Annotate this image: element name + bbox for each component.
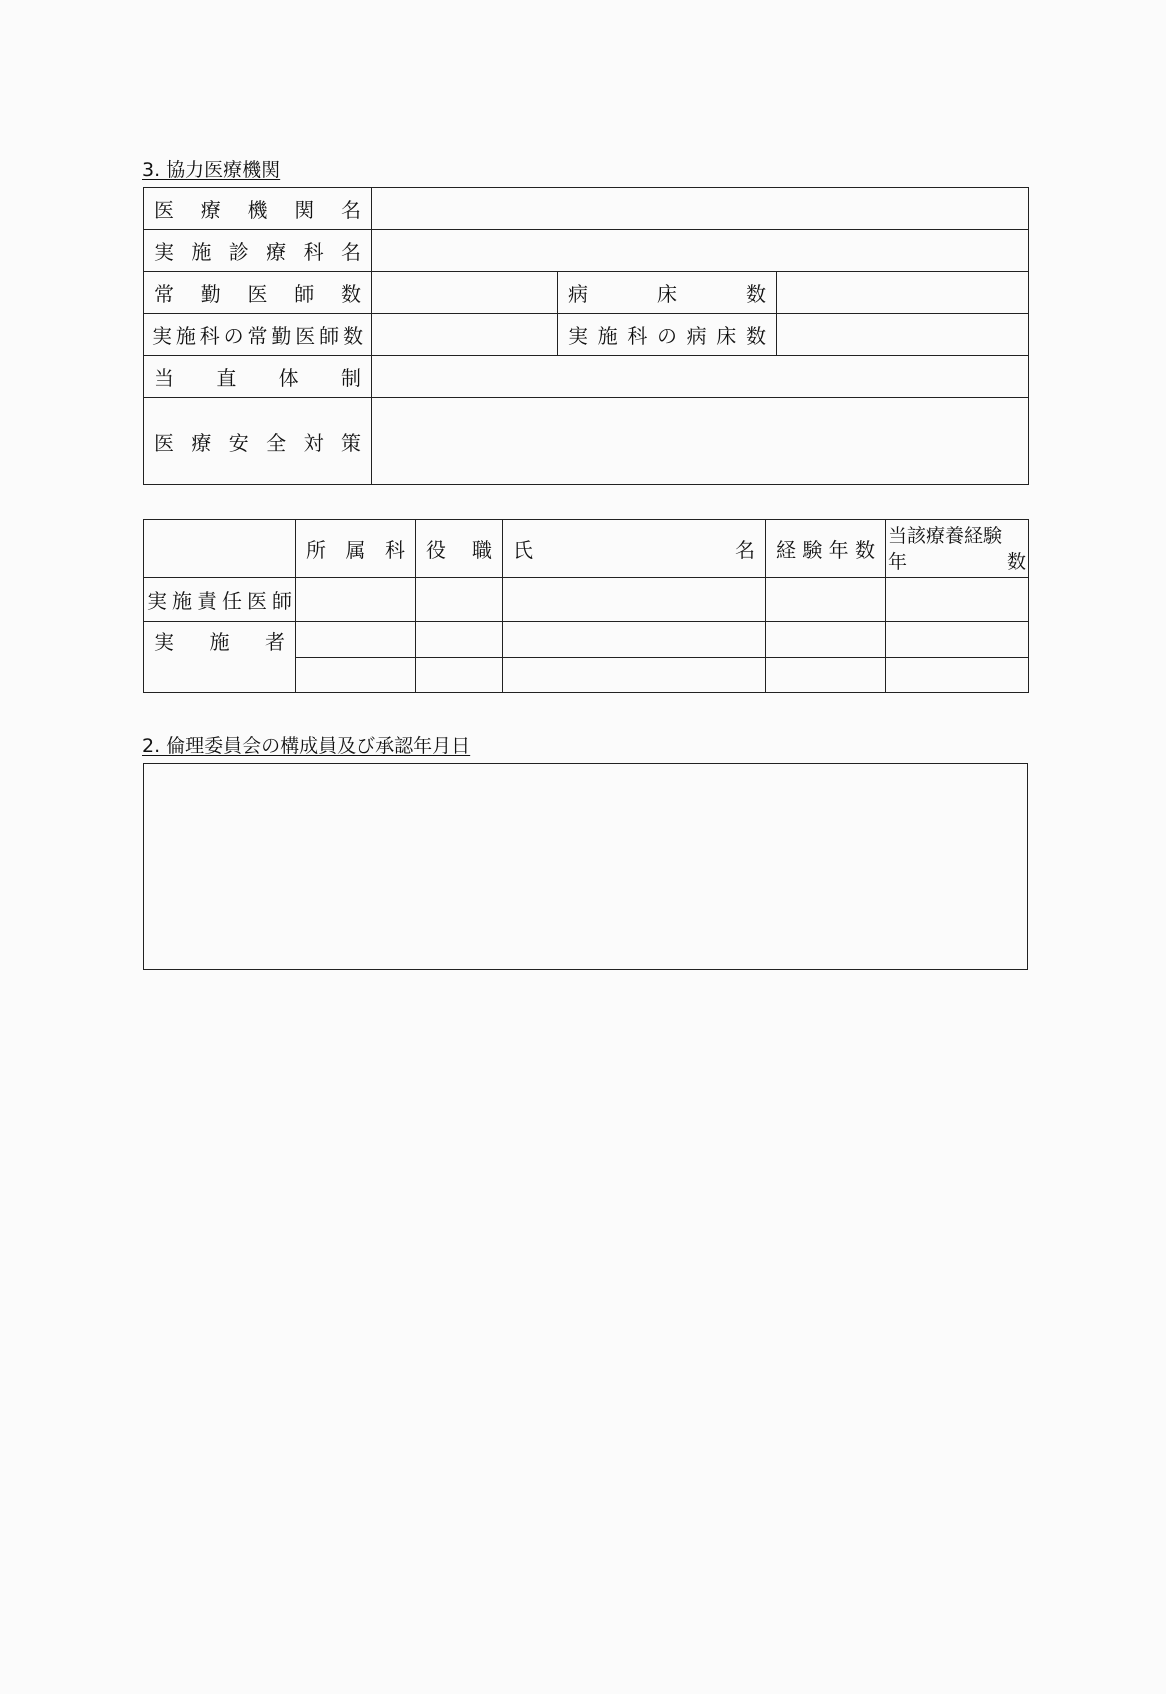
label-char: 職: [472, 538, 492, 562]
cell-practitioner2-department[interactable]: [296, 658, 416, 693]
label-char: 勤: [200, 282, 221, 306]
cell-practitioner1-name[interactable]: [503, 622, 766, 658]
label-text: [152, 320, 363, 349]
header-name: [503, 520, 766, 578]
label-institution-name: [144, 188, 372, 230]
label-text: [154, 427, 361, 456]
label-char: 施: [172, 589, 192, 613]
field-dept-beds[interactable]: [777, 314, 1029, 356]
header-experience-years: [766, 520, 886, 578]
label-char: 施: [209, 630, 230, 654]
section2-heading: 2. 倫理委員会の構成員及び承認年月日: [142, 735, 471, 757]
header-position: [416, 520, 503, 578]
label-char: 経: [776, 538, 796, 562]
field-department-name[interactable]: [372, 230, 1029, 272]
label-char: 師: [319, 324, 340, 348]
label-char: 数: [745, 324, 766, 348]
label-duty-system: [144, 356, 372, 398]
label-char: 医: [247, 282, 268, 306]
section3-heading: 3. 協力医療機関: [142, 159, 281, 181]
label-char: 施: [191, 240, 212, 264]
label-char: 診: [228, 240, 249, 264]
label-dept-fulltime-doctors: [144, 314, 372, 356]
label-char: 者: [265, 630, 285, 654]
cell-practitioner1-therapy-experience[interactable]: [886, 622, 1029, 658]
label-text: [147, 585, 292, 614]
label-char: 療: [200, 198, 221, 222]
label-char: 任: [222, 589, 242, 613]
header-therapy-experience-left: 年: [888, 550, 908, 573]
label-char: 直: [216, 366, 237, 390]
label-char: 医: [154, 198, 174, 222]
label-responsible-doctor: [144, 578, 296, 622]
cell-responsible-experience[interactable]: [766, 578, 886, 622]
cell-practitioner1-position[interactable]: [416, 622, 503, 658]
label-char: 勤: [271, 324, 292, 348]
label-char: 対: [303, 430, 324, 455]
label-char: 当: [154, 366, 174, 390]
label-text: [426, 534, 492, 563]
header-name-left: 氏: [513, 538, 533, 562]
label-char: 常: [247, 324, 268, 348]
header-therapy-experience-line1: 当該療養経験: [888, 524, 1003, 547]
label-char: 策: [340, 430, 361, 455]
field-institution-name[interactable]: [372, 188, 1029, 230]
cell-practitioner2-therapy-experience[interactable]: [886, 658, 1029, 693]
label-char: 制: [340, 366, 361, 390]
cell-practitioner1-experience[interactable]: [766, 622, 886, 658]
header-name-right: 名: [735, 538, 755, 562]
cell-practitioner1-department[interactable]: [296, 622, 416, 658]
label-char: 実: [154, 630, 174, 654]
label-char: 師: [294, 282, 315, 306]
label-char: 床: [716, 324, 737, 348]
label-char: 療: [266, 240, 287, 264]
label-text: [154, 626, 285, 655]
field-beds[interactable]: [777, 272, 1029, 314]
label-char: 機: [247, 198, 268, 222]
label-text: [154, 362, 361, 391]
label-char: 名: [340, 240, 361, 264]
label-department-name: [144, 230, 372, 272]
field-safety-measures[interactable]: [372, 398, 1029, 485]
label-char: 役: [426, 538, 446, 562]
label-fulltime-doctors: [144, 272, 372, 314]
header-blank: [144, 520, 296, 578]
staff-table: [143, 519, 1029, 693]
label-char: 所: [306, 538, 326, 562]
label-char: 実: [152, 324, 172, 348]
field-duty-system[interactable]: [372, 356, 1029, 398]
label-char: 療: [191, 430, 212, 455]
label-char: 病: [568, 282, 588, 306]
label-char: 験: [802, 538, 823, 562]
label-char: 病: [686, 324, 707, 348]
header-therapy-experience: [886, 520, 1029, 578]
label-char: 年: [828, 538, 849, 562]
label-char: 常: [154, 282, 174, 306]
label-text: [568, 320, 766, 349]
label-beds: [558, 272, 777, 314]
label-char: 体: [278, 366, 299, 390]
label-char: 科: [385, 538, 405, 562]
header-department: [296, 520, 416, 578]
label-safety-measures: [144, 398, 372, 485]
cell-responsible-name[interactable]: [503, 578, 766, 622]
label-text: [568, 278, 766, 307]
label-char: 施: [175, 324, 196, 348]
label-char: 実: [147, 589, 167, 613]
label-text: [154, 236, 361, 265]
label-text: [154, 278, 361, 307]
label-char: 医: [154, 430, 174, 455]
cell-practitioner2-position[interactable]: [416, 658, 503, 693]
label-char: 全: [266, 430, 287, 455]
label-char: 数: [341, 282, 361, 306]
label-char: 医: [247, 589, 267, 613]
label-char: 床: [657, 282, 677, 306]
label-text: [306, 534, 405, 563]
field-dept-fulltime-doctors[interactable]: [372, 314, 558, 356]
label-char: 科: [199, 324, 220, 348]
label-text: [154, 194, 361, 223]
label-dept-beds: [558, 314, 777, 356]
cell-practitioner2-name[interactable]: [503, 658, 766, 693]
label-char: 数: [343, 324, 363, 348]
label-text: [776, 534, 875, 563]
label-char: 関: [294, 198, 315, 222]
label-char: 属: [345, 538, 366, 562]
label-char: 医: [295, 324, 316, 348]
cell-practitioner2-experience[interactable]: [766, 658, 886, 693]
label-char: 数: [854, 538, 875, 562]
label-char: の: [223, 324, 244, 348]
label-practitioner: [144, 622, 296, 693]
label-char: 実: [568, 324, 588, 348]
label-char: の: [656, 324, 677, 348]
ethics-committee-box[interactable]: [143, 763, 1028, 970]
cell-responsible-department[interactable]: [296, 578, 416, 622]
label-char: 科: [303, 240, 324, 264]
cell-responsible-position[interactable]: [416, 578, 503, 622]
cell-responsible-therapy-experience[interactable]: [886, 578, 1029, 622]
label-char: 師: [272, 589, 292, 613]
label-char: 施: [597, 324, 618, 348]
label-char: 安: [228, 430, 249, 455]
label-char: 責: [197, 589, 217, 613]
label-char: 実: [154, 240, 174, 264]
cooperating-institution-table: [143, 187, 1029, 485]
label-char: 科: [627, 324, 648, 348]
header-therapy-experience-right: 数: [1006, 550, 1026, 573]
label-char: 名: [341, 198, 361, 222]
field-fulltime-doctors[interactable]: [372, 272, 558, 314]
label-char: 数: [746, 282, 766, 306]
